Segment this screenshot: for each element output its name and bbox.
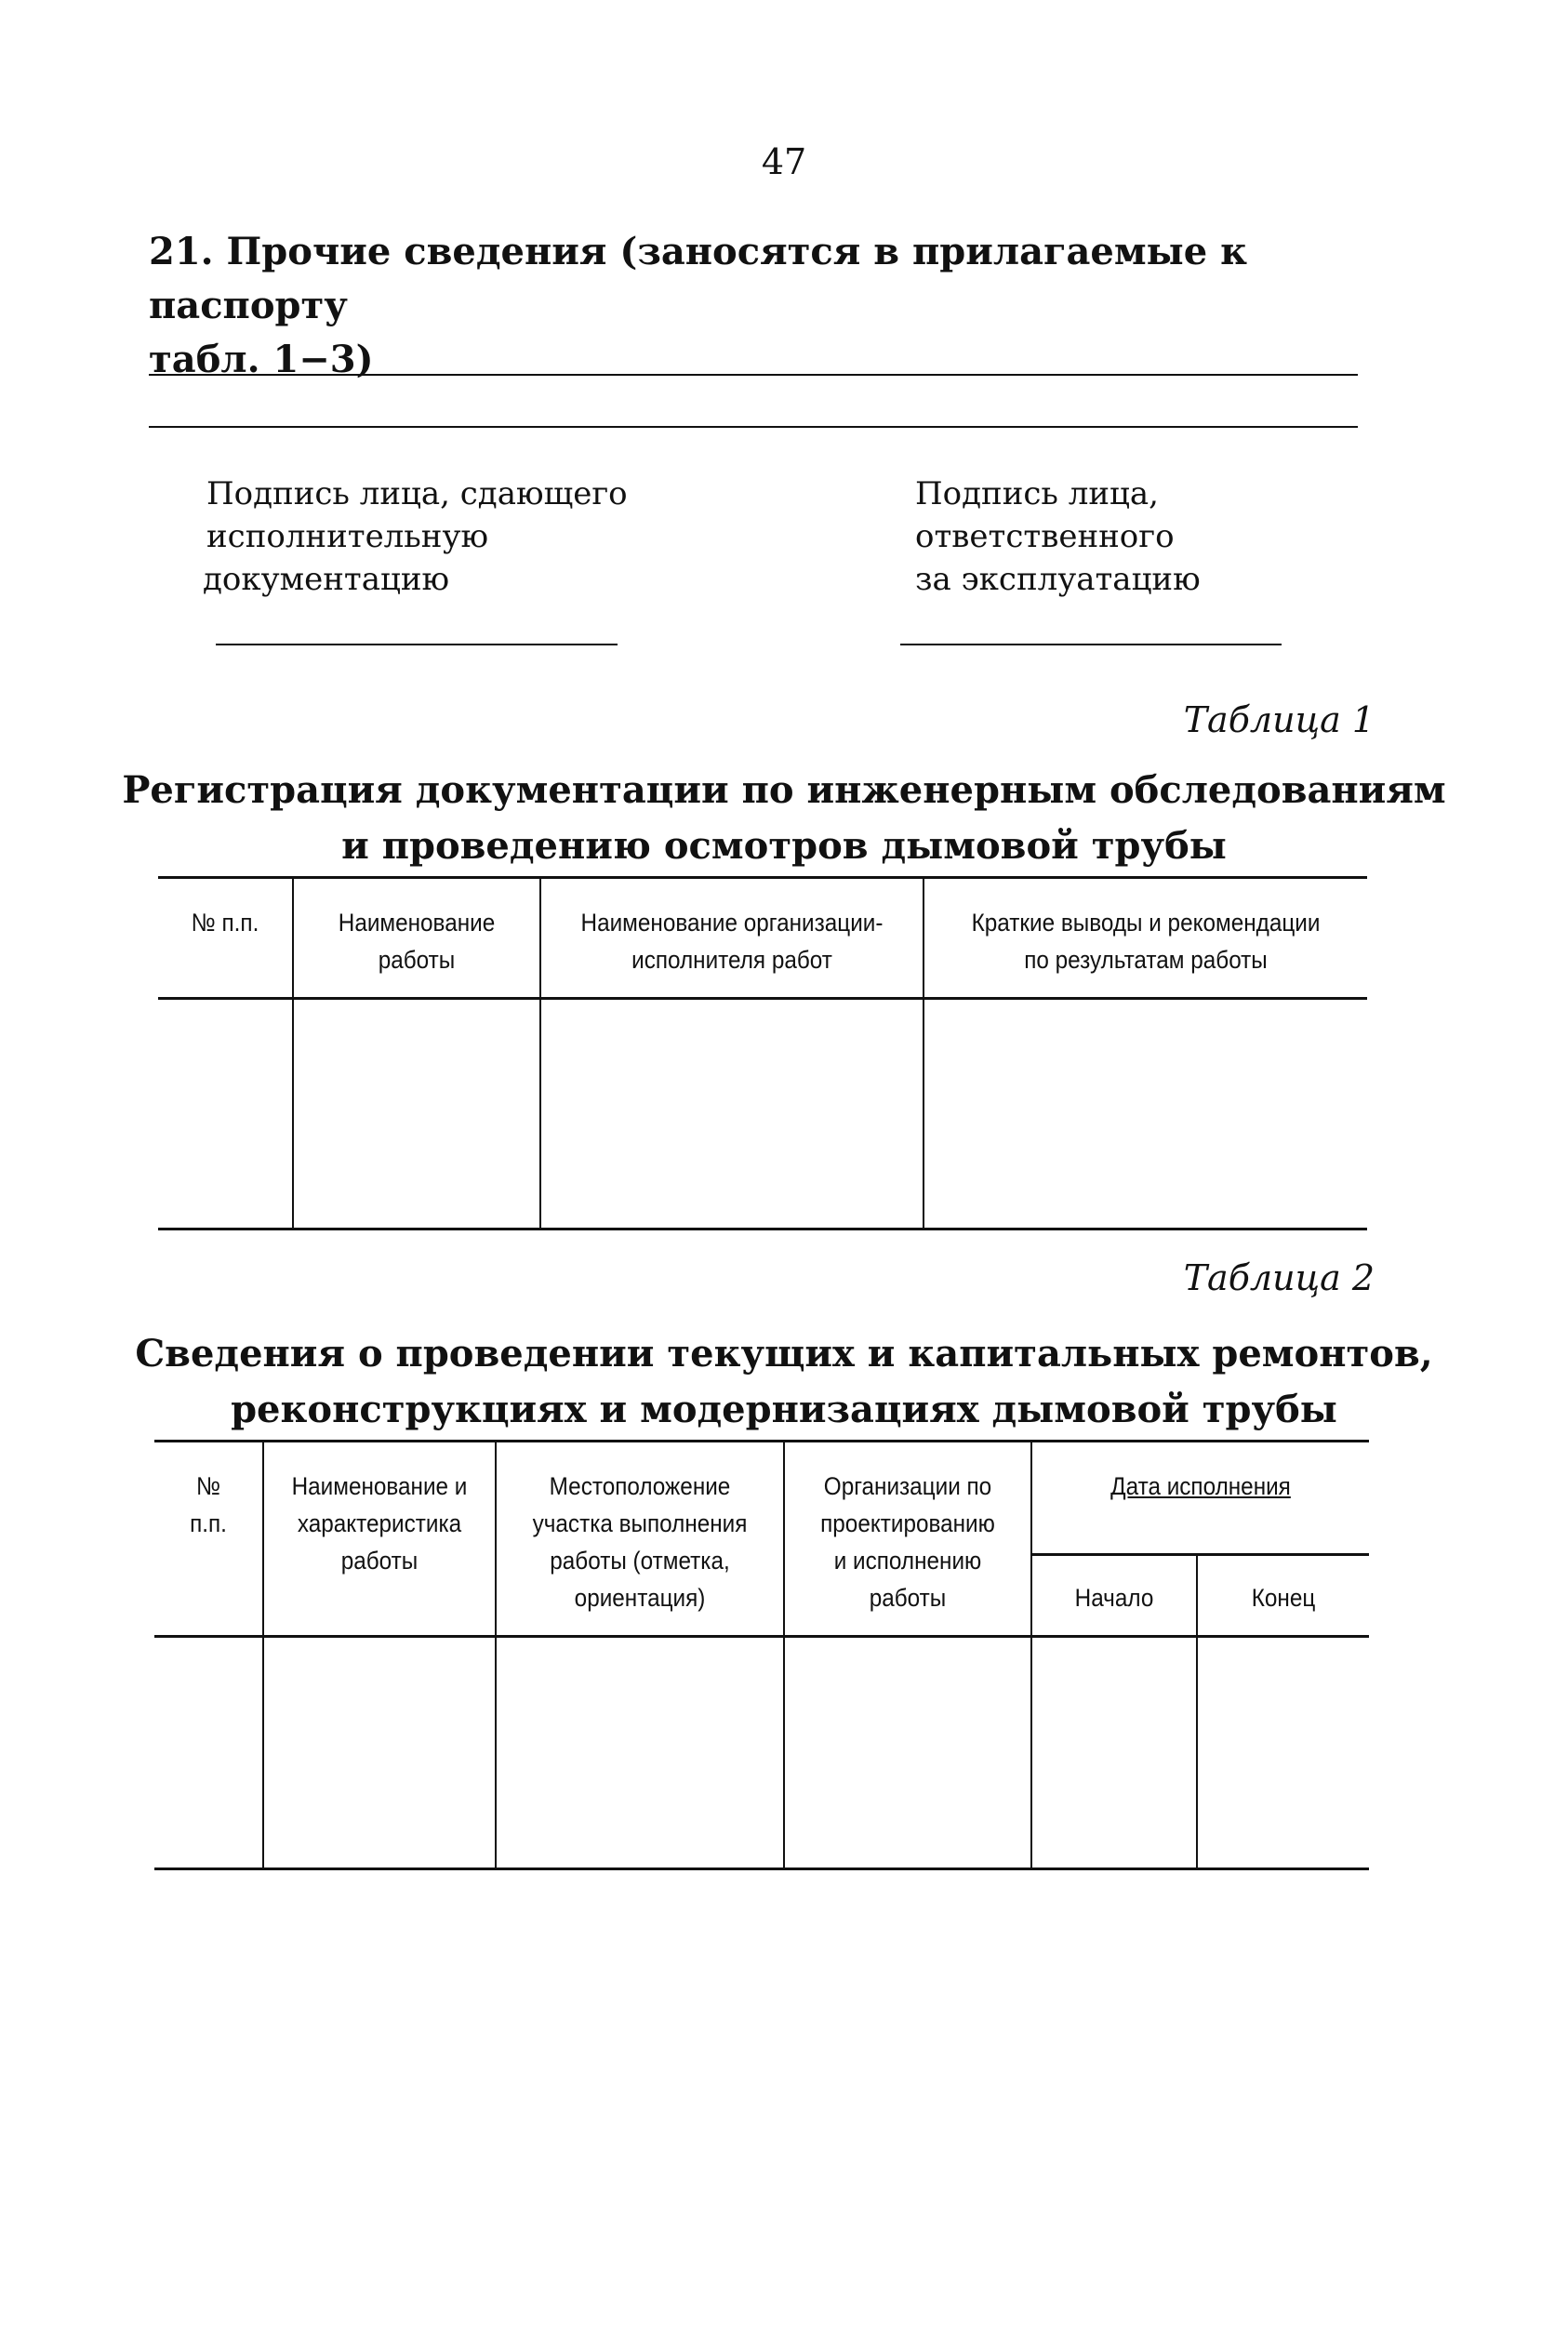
table2-col-divider-2 [495, 1440, 497, 1869]
table1-header-rule [158, 997, 1367, 1000]
table2-header-location-line3: работы (отметка, [550, 1547, 730, 1575]
section-title [149, 225, 1376, 387]
table2-header-work-line1: Наименование и [291, 1472, 468, 1500]
table1-col-divider-2 [539, 876, 541, 1229]
table2-col-divider-4 [1030, 1440, 1032, 1869]
table2-title-line2: реконструкциях и модернизациях дымовой трубы [231, 1388, 1337, 1431]
table2-date-subheader-rule [1032, 1553, 1369, 1556]
table2-header-organizations-line2: проектированию [820, 1509, 995, 1537]
table1-header-work-name-line1: Наименование [338, 909, 496, 937]
table1-header-organization-line1: Наименование организации- [580, 909, 884, 937]
table1-col-divider-1 [292, 876, 294, 1229]
table2-header-organizations-line1: Организации по [823, 1472, 992, 1500]
fill-line-1 [149, 374, 1358, 376]
table2-header-location-line4: ориентация) [574, 1584, 706, 1612]
table2-header-work [275, 1468, 483, 1579]
signature-left-line3: документацию [203, 561, 450, 598]
table2 [154, 1440, 1369, 1873]
table2-header-work-line2: характеристика [297, 1509, 462, 1537]
signature-left-line1: Подпись лица, сдающего [206, 475, 628, 512]
table1-header-conclusions-line1: Краткие выводы и рекомендации [971, 909, 1321, 937]
signature-left-line [216, 644, 618, 645]
page-number: 47 [761, 141, 807, 182]
signature-right-label [915, 472, 1201, 601]
table2-header-organizations-line4: работы [869, 1584, 947, 1612]
table2-bottom-rule [154, 1867, 1369, 1870]
table2-header-location-line1: Местоположение [549, 1472, 731, 1500]
table2-header-number-line2: п.п. [190, 1509, 227, 1537]
table2-col-divider-1 [262, 1440, 264, 1869]
table2-header-organizations [797, 1468, 1018, 1616]
table1-col-divider-3 [923, 876, 924, 1229]
signature-right-line3: за эксплуатацию [915, 561, 1201, 598]
table1-title-line1: Регистрация документации по инженерным обследованиям [122, 768, 1446, 812]
table2-header-number [160, 1468, 257, 1542]
table1-header-conclusions [947, 904, 1345, 978]
signature-right-line [900, 644, 1282, 645]
table2-header-location-line2: участка выполнения [532, 1509, 748, 1537]
table2-col-divider-3 [783, 1440, 785, 1869]
table2-header-end: Конец [1251, 1584, 1316, 1612]
table1-bottom-rule [158, 1228, 1367, 1230]
table2-header-location [511, 1468, 768, 1616]
signature-right-line1: Подпись лица, [915, 475, 1159, 512]
table2-header-work-line3: работы [340, 1547, 419, 1575]
fill-line-2 [149, 426, 1358, 428]
table1-top-rule [158, 876, 1367, 879]
table2-caption: Таблица 2 [1183, 1257, 1375, 1298]
table1-title-line2: и проведению осмотров дымовой трубы [341, 824, 1227, 868]
signature-left-label [203, 472, 628, 601]
table2-title [0, 1326, 1568, 1438]
section-title-line2: табл. 1−3) [149, 338, 374, 381]
table2-col-divider-5 [1196, 1553, 1198, 1869]
table1-header-organization [561, 904, 904, 978]
table2-header-organizations-line3: и исполнению [833, 1547, 982, 1575]
table1 [158, 876, 1367, 1231]
signature-right-line2: ответственного [915, 518, 1175, 555]
table1-header-organization-line2: исполнителя работ [631, 946, 832, 974]
signature-left-line2: исполнительную [206, 518, 489, 555]
table2-header-start: Начало [1074, 1584, 1154, 1612]
table2-title-line1: Сведения о проведении текущих и капитальных ремонтов, [135, 1332, 1433, 1376]
table2-header-rule [154, 1635, 1369, 1638]
table1-header-work-name [306, 904, 527, 978]
table1-header-work-name-line2: работы [378, 946, 456, 974]
table1-header-number-text: № п.п. [191, 909, 259, 937]
table1-title [0, 763, 1568, 874]
table2-header-date-group: Дата исполнения [1110, 1472, 1291, 1500]
table1-header-conclusions-line2: по результатам работы [1024, 946, 1268, 974]
table1-header-number [165, 904, 286, 941]
table2-header-number-line1: № [195, 1472, 221, 1500]
table2-top-rule [154, 1440, 1369, 1442]
table1-caption: Таблица 1 [1183, 699, 1375, 740]
section-title-line1: 21. Прочие сведения (заносятся в прилагаемые к паспорту [149, 230, 1247, 327]
